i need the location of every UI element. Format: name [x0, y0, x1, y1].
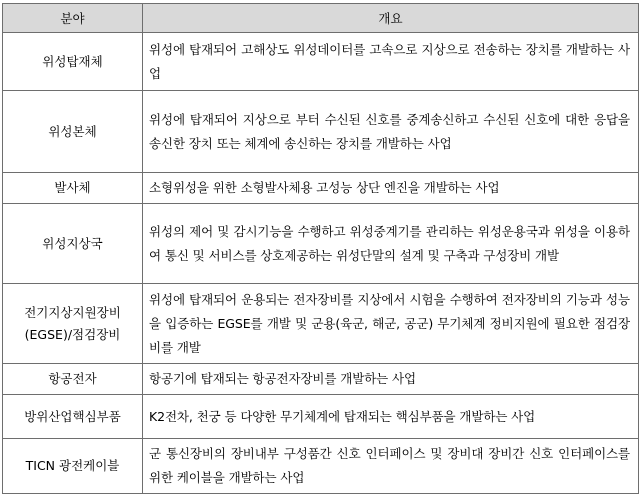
table-row: [3, 173, 639, 204]
header-field: 분야: [3, 4, 143, 33]
row-field: 전기지상지원장비(EGSE)/점검장비: [3, 284, 143, 364]
row-field: 발사체: [3, 173, 143, 204]
row-field: 위성지상국: [3, 204, 143, 284]
table-row: [3, 33, 639, 91]
header-summary: 개요: [143, 4, 639, 33]
row-summary: 항공기에 탑재되는 항공전자장비를 개발하는 사업: [143, 364, 639, 395]
table-row: [3, 364, 639, 395]
row-field: 위성탑재체: [3, 33, 143, 91]
table-header-row: [3, 4, 639, 33]
table-row: [3, 395, 639, 439]
row-summary: 위성에 탑재되어 운용되는 전자장비를 지상에서 시험을 수행하여 전자장비의 기능과 성능을 입증하는 EGSE를 개발 및 군용(육군, 해군, 공군) 무기체계 정비지원에 필요한 점검장비를 개발: [143, 284, 639, 364]
table-row: [3, 204, 639, 284]
row-summary: K2전차, 천궁 등 다양한 무기체계에 탑재되는 핵심부품을 개발하는 사업: [143, 395, 639, 439]
table-row: [3, 91, 639, 173]
row-field: TICN 광전케이블: [3, 439, 143, 494]
row-field: 방위산업핵심부품: [3, 395, 143, 439]
table-row: [3, 284, 639, 364]
row-summary: 군 통신장비의 장비내부 구성품간 신호 인터페이스 및 장비대 장비간 신호 인터페이스를 위한 케이블을 개발하는 사업: [143, 439, 639, 494]
business-field-table: [2, 3, 639, 494]
row-summary: 위성의 제어 및 감시기능을 수행하고 위성중계기를 관리하는 위성운용국과 위성을 이용하여 통신 및 서비스를 상호제공하는 위성단말의 설계 및 구축과 구성장비 개발: [143, 204, 639, 284]
row-summary: 소형위성을 위한 소형발사체용 고성능 상단 엔진을 개발하는 사업: [143, 173, 639, 204]
row-summary: 위성에 탑재되어 고해상도 위성데이터를 고속으로 지상으로 전송하는 장치를 개발하는 사업: [143, 33, 639, 91]
table-row: [3, 439, 639, 494]
row-field: 항공전자: [3, 364, 143, 395]
row-summary: 위성에 탑재되어 지상으로 부터 수신된 신호를 중계송신하고 수신된 신호에 대한 응답을 송신한 장치 또는 체계에 송신하는 장치를 개발하는 사업: [143, 91, 639, 173]
row-field: 위성본체: [3, 91, 143, 173]
